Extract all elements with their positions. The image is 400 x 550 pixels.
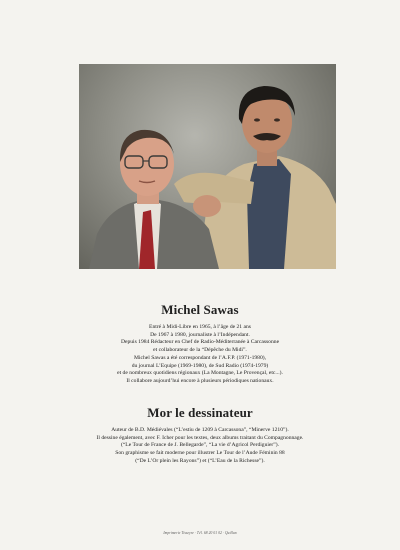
bio-line: et collaborateur de la “Dépêche du Midi”.	[153, 347, 247, 354]
author-name: Michel Sawas	[161, 302, 239, 317]
bio-line: (“Le Tour de France de J. Bellegarde”, “La vie d’Agricol Perdiguier”).	[120, 442, 280, 449]
right-person-hand	[193, 195, 221, 217]
bio-line: Depuis 1984 Rédacteur en Chef de Radio-Méditerranée à Carcassonne	[120, 339, 280, 346]
bio-line: Il collabore aujourd’hui encore à plusieurs périodiques nationaux.	[126, 377, 274, 384]
portrait-illustration	[79, 64, 336, 269]
bio-line: et de nombreux quotidiens régionaux (La Montagne, Le Provençal, etc...).	[117, 370, 283, 377]
bio-line: Entré à Midi-Libre en 1965, à l’âge de 21 ans	[149, 324, 251, 330]
bio-line: De 1967 à 1980, journaliste à l’Indépendant.	[150, 331, 250, 338]
illustrator-name: Mor le dessinateur	[147, 405, 253, 420]
right-person-eye	[274, 118, 280, 121]
bio-line: Son graphisme se fait moderne pour illustrer Le Tour de l’Aude Féminin 88	[115, 450, 285, 457]
right-person-eye	[254, 118, 260, 121]
portrait-photo	[79, 64, 336, 269]
bio-line: du journal L’Equipe (1969-1980), de Sud Radio (1974-1979)	[131, 362, 269, 369]
bio-line: Auteur de B.D. Médiévales (“L’estiu de 1209 à Carcassona”, “Minerve 1210”).	[111, 427, 289, 433]
bio-line: Il dessine également, avec F. Icher pour les textes, deux albums traitant du Compagnonnage.	[96, 434, 304, 441]
printer-credit: Imprimerie Tisseyre · Tél. 68 20 01 02 · Quillan	[163, 531, 237, 535]
author-bio-text	[40, 324, 360, 386]
illustrator-bio-text	[40, 427, 360, 466]
right-person-shirt	[247, 159, 291, 269]
bio-line: (“De L’Or plein les Rayons”) et (“L’Eau de la Richesse”).	[135, 457, 265, 464]
illustrator-bio	[40, 405, 360, 466]
author-bio	[40, 302, 360, 386]
bio-line: Michel Sawas a été correspondant de l’A.F.P. (1971-1980),	[133, 354, 267, 361]
